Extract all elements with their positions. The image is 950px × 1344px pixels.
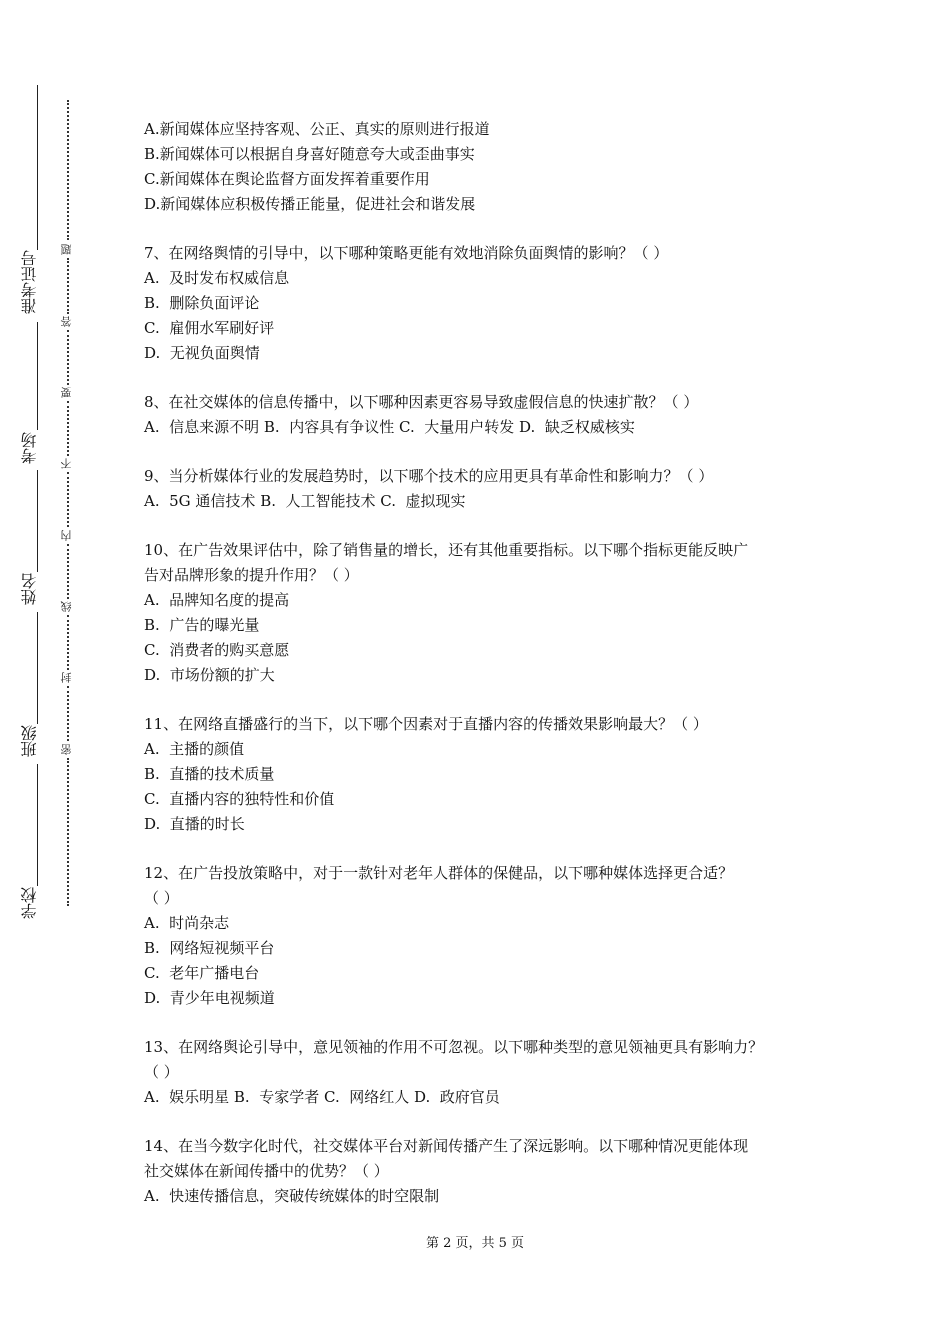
question-block <box>144 538 824 688</box>
margin-label-school: 学校 <box>20 887 39 919</box>
margin-label-exam-id: 准考证号 <box>20 250 39 314</box>
seal-line <box>67 758 69 906</box>
question-stem: 9、当分析媒体行业的发展趋势时，以下哪个技术的应用更具有革命性和影响力？（ ） <box>144 467 714 485</box>
seal-char: 题 <box>60 244 73 255</box>
question-line: A.新闻媒体应坚持客观、公正、真实的原则进行报道 <box>144 120 490 138</box>
question-line: D. 市场份额的扩大 <box>144 666 275 684</box>
margin-label-class: 班级 <box>20 725 39 757</box>
question-line: A. 品牌知名度的提高 <box>144 591 290 609</box>
seal-line <box>67 544 69 599</box>
seal-line <box>67 472 69 527</box>
question-stem: 13、在网络舆论引导中，意见领袖的作用不可忽视。以下哪种类型的意见领袖更具有影响力？ <box>144 1038 764 1056</box>
question-line: （ ） <box>144 1063 179 1081</box>
question-stem: 7、在网络舆情的引导中，以下哪种策略更能有效地消除负面舆情的影响？（ ） <box>144 244 669 262</box>
question-line: B. 网络短视频平台 <box>144 939 275 957</box>
seal-line <box>67 100 69 240</box>
seal-char: 不 <box>60 458 73 469</box>
seal-char: 答 <box>60 316 73 327</box>
question-block <box>144 117 824 217</box>
question-stem: 12、在广告投放策略中，对于一款针对老年人群体的保健品，以下哪种媒体选择更合适？ <box>144 864 734 882</box>
seal-line <box>67 330 69 385</box>
question-line: B. 直播的技术质量 <box>144 765 275 783</box>
question-line: C. 消费者的购买意愿 <box>144 641 290 659</box>
question-line: A. 娱乐明星 B. 专家学者 C. 网络红人 D. 政府官员 <box>144 1088 500 1106</box>
margin-rule <box>37 764 38 886</box>
binding-margin <box>0 0 80 1344</box>
seal-line <box>67 686 69 741</box>
question-line: A. 及时发布权威信息 <box>144 269 290 287</box>
question-line: B. 删除负面评论 <box>144 294 260 312</box>
question-line: D. 直播的时长 <box>144 815 245 833</box>
seal-line <box>67 258 69 314</box>
seal-char: 要 <box>60 387 73 398</box>
question-line: C. 直播内容的独特性和价值 <box>144 790 335 808</box>
seal-char: 线 <box>60 601 73 612</box>
question-line: C. 雇佣水军刷好评 <box>144 319 275 337</box>
question-stem: 14、在当今数字化时代，社交媒体平台对新闻传播产生了深远影响。以下哪种情况更能体现 <box>144 1137 749 1155</box>
margin-rule <box>37 612 38 724</box>
seal-line <box>67 401 69 456</box>
seal-char: 封 <box>60 672 73 683</box>
question-line: A. 快速传播信息，突破传统媒体的时空限制 <box>144 1187 440 1205</box>
question-line: B. 广告的曝光量 <box>144 616 260 634</box>
page-footer: 第 2 页，共 5 页 <box>425 1236 525 1251</box>
question-line: 社交媒体在新闻传播中的优势？（ ） <box>144 1162 389 1180</box>
question-block <box>144 1035 824 1110</box>
margin-rule <box>37 85 38 250</box>
question-line: A. 信息来源不明 B. 内容具有争议性 C. 大量用户转发 D. 缺乏权威核实 <box>144 418 635 436</box>
question-stem: 8、在社交媒体的信息传播中，以下哪种因素更容易导致虚假信息的快速扩散？（ ） <box>144 393 699 411</box>
question-line: D. 青少年电视频道 <box>144 989 275 1007</box>
question-stem: 10、在广告效果评估中，除了销售量的增长，还有其他重要指标。以下哪个指标更能反映广 <box>144 541 749 559</box>
margin-label-name: 姓名 <box>20 573 39 605</box>
question-block <box>144 861 824 1011</box>
question-line: 告对品牌形象的提升作用？（ ） <box>144 566 359 584</box>
question-line: A. 5G 通信技术 B. 人工智能技术 C. 虚拟现实 <box>144 492 466 510</box>
question-block <box>144 241 824 366</box>
seal-line <box>67 615 69 670</box>
question-line: B.新闻媒体可以根据自身喜好随意夸大或歪曲事实 <box>144 145 475 163</box>
margin-rule <box>37 470 38 572</box>
question-line: C. 老年广播电台 <box>144 964 260 982</box>
question-line: A. 主播的颜值 <box>144 740 245 758</box>
question-block <box>144 390 824 440</box>
question-line: C.新闻媒体在舆论监督方面发挥着重要作用 <box>144 170 430 188</box>
question-stem: 11、在网络直播盛行的当下，以下哪个因素对于直播内容的传播效果影响最大？（ ） <box>144 715 708 733</box>
question-block <box>144 712 824 837</box>
margin-label-exam-room: 考场 <box>20 432 39 464</box>
question-line: （ ） <box>144 889 179 907</box>
question-line: D.新闻媒体应积极传播正能量，促进社会和谐发展 <box>144 195 476 213</box>
question-list <box>144 117 824 1233</box>
question-block <box>144 1134 824 1209</box>
question-block <box>144 464 824 514</box>
margin-rule <box>37 322 38 430</box>
seal-char: 内 <box>60 530 73 541</box>
question-line: A. 时尚杂志 <box>144 914 230 932</box>
seal-char: 密 <box>60 744 73 755</box>
question-line: D. 无视负面舆情 <box>144 344 260 362</box>
